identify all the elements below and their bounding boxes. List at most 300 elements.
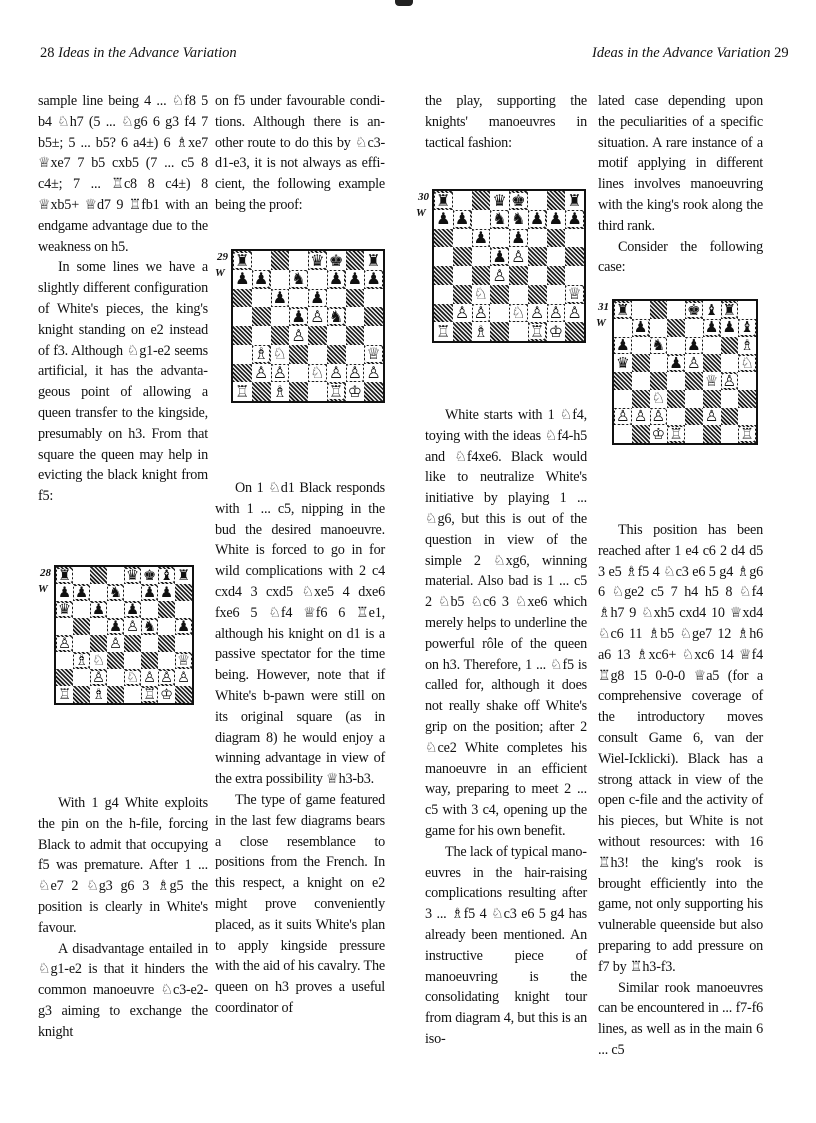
right-page-number: 29 bbox=[774, 45, 789, 61]
piece-glyph: ♛ bbox=[125, 567, 140, 584]
board-square bbox=[434, 247, 453, 266]
board-square bbox=[308, 326, 327, 345]
board-square bbox=[107, 601, 124, 618]
piece-glyph: ♘ bbox=[125, 669, 140, 686]
board-square bbox=[90, 635, 107, 652]
board-square bbox=[107, 669, 124, 686]
board-square bbox=[685, 337, 703, 355]
piece-glyph: ♖ bbox=[328, 382, 344, 401]
board-square bbox=[565, 247, 584, 266]
chess-piece bbox=[327, 270, 346, 289]
chess-piece bbox=[175, 618, 192, 635]
board-square bbox=[364, 270, 383, 289]
chess-piece bbox=[346, 382, 365, 401]
board-square bbox=[90, 584, 107, 601]
board-square bbox=[90, 669, 107, 686]
board-square bbox=[90, 567, 107, 584]
board-square bbox=[528, 322, 547, 341]
chess-piece bbox=[721, 372, 739, 390]
piece-glyph: ♟ bbox=[108, 618, 123, 635]
piece-glyph: ♙ bbox=[291, 326, 306, 345]
board-square bbox=[528, 247, 547, 266]
board-square bbox=[614, 319, 632, 337]
chess-piece bbox=[107, 584, 124, 601]
piece-glyph: ♙ bbox=[548, 303, 564, 323]
chess-diagram-29 bbox=[215, 233, 381, 463]
piece-glyph: ♟ bbox=[366, 269, 381, 289]
board-square bbox=[528, 304, 547, 323]
left-running-header bbox=[40, 45, 237, 62]
board-square bbox=[124, 601, 141, 618]
piece-glyph: ♘ bbox=[91, 652, 106, 669]
board-square bbox=[721, 354, 739, 372]
board-square bbox=[453, 304, 472, 323]
piece-glyph: ♘ bbox=[651, 389, 666, 408]
chess-piece bbox=[289, 270, 308, 289]
chess-piece bbox=[547, 304, 566, 323]
board-square bbox=[434, 210, 453, 229]
board-square bbox=[509, 304, 528, 323]
board-square bbox=[346, 307, 365, 326]
piece-glyph: ♜ bbox=[722, 301, 737, 319]
board-square bbox=[252, 307, 271, 326]
piece-glyph: ♙ bbox=[616, 407, 630, 426]
board-square bbox=[614, 425, 632, 443]
piece-glyph: ♕ bbox=[704, 372, 719, 390]
chess-piece bbox=[364, 251, 383, 270]
board-square bbox=[252, 364, 271, 383]
paragraph: on f5 under favourable conditions. Although there is another route to do this by ♘c3-d1-e3, it is not always as efficient, the following example being the proof: bbox=[215, 93, 385, 213]
chess-piece bbox=[90, 652, 107, 669]
chess-piece bbox=[509, 247, 528, 266]
column-2-upper bbox=[215, 91, 385, 216]
board-square bbox=[327, 326, 346, 345]
chess-piece bbox=[738, 337, 756, 355]
board-square bbox=[614, 408, 632, 426]
piece-glyph: ♙ bbox=[454, 303, 470, 323]
board-square bbox=[632, 425, 650, 443]
chess-piece bbox=[528, 322, 547, 341]
chess-piece bbox=[56, 686, 73, 703]
chess-piece bbox=[434, 210, 453, 229]
chess-piece bbox=[124, 669, 141, 686]
board-square bbox=[565, 266, 584, 285]
board-square bbox=[434, 285, 453, 304]
board-square bbox=[90, 601, 107, 618]
board-square bbox=[346, 382, 365, 401]
board-square bbox=[141, 669, 158, 686]
chess-piece bbox=[547, 210, 566, 229]
board-square bbox=[271, 270, 290, 289]
board-square bbox=[175, 652, 192, 669]
scan-mark bbox=[395, 0, 413, 6]
board-square bbox=[738, 354, 756, 372]
board-square bbox=[703, 390, 721, 408]
board-square bbox=[703, 408, 721, 426]
board-square bbox=[547, 191, 566, 210]
board-square bbox=[124, 652, 141, 669]
chess-diagram-31 bbox=[598, 283, 763, 513]
piece-glyph: ♙ bbox=[176, 669, 191, 686]
board-square bbox=[289, 270, 308, 289]
chess-piece bbox=[434, 191, 453, 210]
board-square bbox=[565, 285, 584, 304]
board-square bbox=[346, 251, 365, 270]
chess-piece bbox=[364, 270, 383, 289]
piece-glyph: ♟ bbox=[722, 318, 737, 337]
board-square bbox=[685, 372, 703, 390]
chess-piece bbox=[509, 304, 528, 323]
column-3-lower bbox=[425, 405, 587, 1050]
board-square bbox=[141, 567, 158, 584]
piece-glyph: ♗ bbox=[253, 344, 269, 364]
diagram-side-to-move: W bbox=[416, 207, 426, 219]
board-square bbox=[453, 210, 472, 229]
board-square bbox=[327, 382, 346, 401]
board-square bbox=[308, 270, 327, 289]
chess-piece bbox=[472, 229, 491, 248]
piece-glyph: ♙ bbox=[366, 363, 381, 383]
chess-piece bbox=[90, 601, 107, 618]
chess-piece bbox=[614, 408, 632, 426]
piece-glyph: ♙ bbox=[511, 247, 526, 266]
board-square bbox=[703, 354, 721, 372]
board-square bbox=[175, 584, 192, 601]
piece-glyph: ♗ bbox=[272, 382, 288, 401]
board-square bbox=[565, 191, 584, 210]
chess-piece bbox=[565, 210, 584, 229]
piece-glyph: ♛ bbox=[57, 601, 72, 618]
board-square bbox=[73, 635, 90, 652]
board-square bbox=[434, 322, 453, 341]
board-square bbox=[271, 289, 290, 308]
board-square bbox=[346, 326, 365, 345]
board-square bbox=[271, 345, 290, 364]
board-square bbox=[472, 247, 491, 266]
board-square bbox=[175, 567, 192, 584]
board-square bbox=[685, 425, 703, 443]
board-square bbox=[252, 289, 271, 308]
board-square bbox=[252, 326, 271, 345]
diagram-side-to-move: W bbox=[215, 267, 225, 279]
board-square bbox=[271, 382, 290, 401]
paragraph: A disadvantage entailed in ♘g1-e2 is that it hinders the common manoeuvre ♘c3-e2-g3 aiming to exchange the knight bbox=[38, 940, 208, 1040]
chess-piece bbox=[233, 270, 252, 289]
board-square bbox=[632, 301, 650, 319]
board-square bbox=[472, 210, 491, 229]
board-square bbox=[434, 191, 453, 210]
piece-glyph: ♙ bbox=[704, 407, 719, 426]
board-square bbox=[565, 210, 584, 229]
board-square bbox=[73, 652, 90, 669]
chess-piece bbox=[271, 382, 290, 401]
board-square bbox=[124, 686, 141, 703]
chess-piece bbox=[509, 191, 528, 210]
piece-glyph: ♟ bbox=[253, 269, 269, 289]
chess-piece bbox=[289, 307, 308, 326]
board-square bbox=[614, 372, 632, 390]
board-square bbox=[738, 301, 756, 319]
board-square bbox=[703, 372, 721, 390]
chess-piece bbox=[346, 270, 365, 289]
piece-glyph: ♞ bbox=[511, 209, 526, 229]
board-square bbox=[632, 390, 650, 408]
chess-piece bbox=[56, 567, 73, 584]
chess-piece bbox=[252, 270, 271, 289]
piece-glyph: ♟ bbox=[142, 584, 157, 601]
piece-glyph: ♖ bbox=[142, 686, 157, 703]
chess-piece bbox=[141, 686, 158, 703]
piece-glyph: ♙ bbox=[310, 307, 325, 326]
chess-piece bbox=[141, 669, 158, 686]
board-square bbox=[233, 289, 252, 308]
board-square bbox=[547, 229, 566, 248]
chess-piece bbox=[528, 304, 547, 323]
board-square bbox=[528, 266, 547, 285]
board-square bbox=[56, 567, 73, 584]
piece-glyph: ♖ bbox=[57, 686, 72, 703]
board-square bbox=[271, 364, 290, 383]
board-square bbox=[327, 270, 346, 289]
board-square bbox=[703, 319, 721, 337]
chess-piece bbox=[90, 686, 107, 703]
chess-piece bbox=[271, 289, 290, 308]
board-square bbox=[327, 345, 346, 364]
board-square bbox=[509, 247, 528, 266]
piece-glyph: ♟ bbox=[176, 618, 191, 635]
board-square bbox=[56, 652, 73, 669]
board-square bbox=[721, 372, 739, 390]
chess-piece bbox=[528, 210, 547, 229]
chess-piece bbox=[175, 669, 192, 686]
board-square bbox=[509, 266, 528, 285]
right-running-header bbox=[592, 45, 789, 62]
board-square bbox=[141, 618, 158, 635]
board-square bbox=[547, 247, 566, 266]
piece-glyph: ♙ bbox=[633, 407, 648, 426]
chess-piece bbox=[158, 584, 175, 601]
board-square bbox=[289, 289, 308, 308]
board-square bbox=[490, 247, 509, 266]
board-square bbox=[667, 354, 685, 372]
piece-glyph: ♙ bbox=[125, 618, 140, 635]
board-square bbox=[364, 326, 383, 345]
board-square bbox=[565, 304, 584, 323]
board-square bbox=[472, 191, 491, 210]
piece-glyph: ♟ bbox=[473, 228, 489, 248]
board-square bbox=[252, 382, 271, 401]
chess-piece bbox=[509, 229, 528, 248]
board-square bbox=[233, 251, 252, 270]
board-square bbox=[490, 191, 509, 210]
paragraph: With 1 g4 White exploits the pin on the h-file, forcing Black to admit that occupying f5 was premature. After 1 ... ♘e7 2 ♘g3 g6 3 ♗g5 the position is clearly in White's favour. bbox=[38, 795, 208, 936]
chess-piece bbox=[472, 322, 491, 341]
diagram-side-to-move: W bbox=[596, 317, 606, 329]
piece-glyph: ♜ bbox=[235, 251, 250, 270]
chess-piece bbox=[703, 301, 721, 319]
board-square bbox=[614, 354, 632, 372]
diagram-number: 30 bbox=[418, 191, 429, 203]
chess-piece bbox=[158, 567, 175, 584]
piece-glyph: ♔ bbox=[159, 686, 174, 703]
piece-glyph: ♙ bbox=[142, 669, 157, 686]
piece-glyph: ♜ bbox=[57, 567, 72, 584]
piece-glyph: ♞ bbox=[108, 584, 123, 601]
chess-piece bbox=[289, 326, 308, 345]
board-square bbox=[158, 601, 175, 618]
chess-diagram-28 bbox=[38, 549, 210, 779]
chess-piece bbox=[124, 601, 141, 618]
diagram-number: 29 bbox=[217, 251, 228, 263]
piece-glyph: ♜ bbox=[616, 301, 630, 319]
board-square bbox=[650, 372, 668, 390]
piece-glyph: ♘ bbox=[740, 354, 754, 372]
piece-glyph: ♙ bbox=[57, 635, 72, 652]
chess-piece bbox=[565, 191, 584, 210]
chess-piece bbox=[124, 567, 141, 584]
chess-piece bbox=[141, 567, 158, 584]
diagram-side-to-move: W bbox=[38, 583, 48, 595]
chess-piece bbox=[346, 364, 365, 383]
board-square bbox=[289, 251, 308, 270]
board-square bbox=[141, 652, 158, 669]
chess-piece bbox=[327, 382, 346, 401]
board-square bbox=[703, 425, 721, 443]
board-square bbox=[685, 408, 703, 426]
board-square bbox=[141, 601, 158, 618]
chess-piece bbox=[308, 289, 327, 308]
board-square bbox=[346, 345, 365, 364]
board-square bbox=[472, 304, 491, 323]
chess-piece bbox=[632, 319, 650, 337]
board-square bbox=[490, 304, 509, 323]
board-square bbox=[721, 301, 739, 319]
piece-glyph: ♗ bbox=[473, 322, 489, 341]
board-square bbox=[490, 285, 509, 304]
piece-glyph: ♙ bbox=[159, 669, 174, 686]
piece-glyph: ♟ bbox=[436, 209, 451, 229]
board-square bbox=[271, 251, 290, 270]
board-square bbox=[721, 408, 739, 426]
board-square bbox=[107, 618, 124, 635]
chess-piece bbox=[721, 301, 739, 319]
piece-glyph: ♖ bbox=[669, 425, 683, 443]
board-square bbox=[721, 337, 739, 355]
piece-glyph: ♛ bbox=[616, 354, 630, 372]
chess-piece bbox=[308, 251, 327, 270]
board-square bbox=[308, 345, 327, 364]
piece-glyph: ♔ bbox=[651, 425, 666, 443]
board-square bbox=[90, 652, 107, 669]
chess-piece bbox=[721, 319, 739, 337]
board-square bbox=[364, 345, 383, 364]
board-square bbox=[434, 266, 453, 285]
chess-piece bbox=[73, 652, 90, 669]
board-square bbox=[703, 301, 721, 319]
chess-piece bbox=[107, 635, 124, 652]
board-square bbox=[308, 382, 327, 401]
board-square bbox=[233, 270, 252, 289]
board-square bbox=[124, 567, 141, 584]
board-square bbox=[650, 301, 668, 319]
chess-piece bbox=[56, 584, 73, 601]
chess-piece bbox=[738, 425, 756, 443]
chess-piece bbox=[472, 285, 491, 304]
chess-piece bbox=[233, 382, 252, 401]
board-square bbox=[158, 567, 175, 584]
piece-glyph: ♙ bbox=[253, 363, 269, 383]
board-square bbox=[528, 285, 547, 304]
column-4-lower bbox=[598, 520, 763, 1061]
piece-glyph: ♙ bbox=[529, 303, 545, 323]
piece-glyph: ♟ bbox=[567, 209, 582, 229]
chess-piece bbox=[158, 669, 175, 686]
board-square bbox=[233, 345, 252, 364]
board-square bbox=[289, 307, 308, 326]
piece-glyph: ♙ bbox=[651, 407, 666, 426]
piece-glyph: ♘ bbox=[272, 344, 288, 364]
board-square bbox=[472, 266, 491, 285]
board-square bbox=[346, 289, 365, 308]
board-square bbox=[233, 326, 252, 345]
board-square bbox=[528, 210, 547, 229]
piece-glyph: ♙ bbox=[492, 266, 507, 285]
board-square bbox=[289, 364, 308, 383]
board-square bbox=[289, 326, 308, 345]
board-square bbox=[289, 382, 308, 401]
board-square bbox=[685, 319, 703, 337]
board-square bbox=[56, 669, 73, 686]
board-square bbox=[667, 372, 685, 390]
board-square bbox=[308, 289, 327, 308]
piece-glyph: ♘ bbox=[511, 303, 526, 323]
board-square bbox=[632, 372, 650, 390]
piece-glyph: ♙ bbox=[687, 354, 701, 372]
board-square bbox=[667, 337, 685, 355]
board-square bbox=[453, 229, 472, 248]
chess-piece bbox=[685, 354, 703, 372]
board-square bbox=[158, 669, 175, 686]
board-square bbox=[73, 618, 90, 635]
board-square bbox=[528, 191, 547, 210]
board-square bbox=[650, 319, 668, 337]
board-square bbox=[632, 319, 650, 337]
piece-glyph: ♟ bbox=[291, 307, 306, 326]
board-square bbox=[721, 390, 739, 408]
chess-piece bbox=[73, 584, 90, 601]
piece-glyph: ♙ bbox=[91, 669, 106, 686]
board-square bbox=[490, 322, 509, 341]
piece-glyph: ♟ bbox=[492, 247, 507, 266]
chess-piece bbox=[327, 364, 346, 383]
piece-glyph: ♘ bbox=[310, 363, 325, 383]
board-square bbox=[453, 247, 472, 266]
chess-piece bbox=[434, 322, 453, 341]
piece-glyph: ♗ bbox=[91, 686, 106, 703]
board-square bbox=[56, 686, 73, 703]
board-square bbox=[667, 301, 685, 319]
board-square bbox=[175, 618, 192, 635]
board-square bbox=[685, 301, 703, 319]
piece-glyph: ♟ bbox=[529, 209, 545, 229]
board-square bbox=[650, 354, 668, 372]
board-square bbox=[434, 229, 453, 248]
piece-glyph: ♙ bbox=[722, 372, 737, 390]
board-square bbox=[158, 584, 175, 601]
paragraph: Consider the following case: bbox=[598, 238, 763, 276]
board-square bbox=[73, 669, 90, 686]
board-square bbox=[509, 210, 528, 229]
